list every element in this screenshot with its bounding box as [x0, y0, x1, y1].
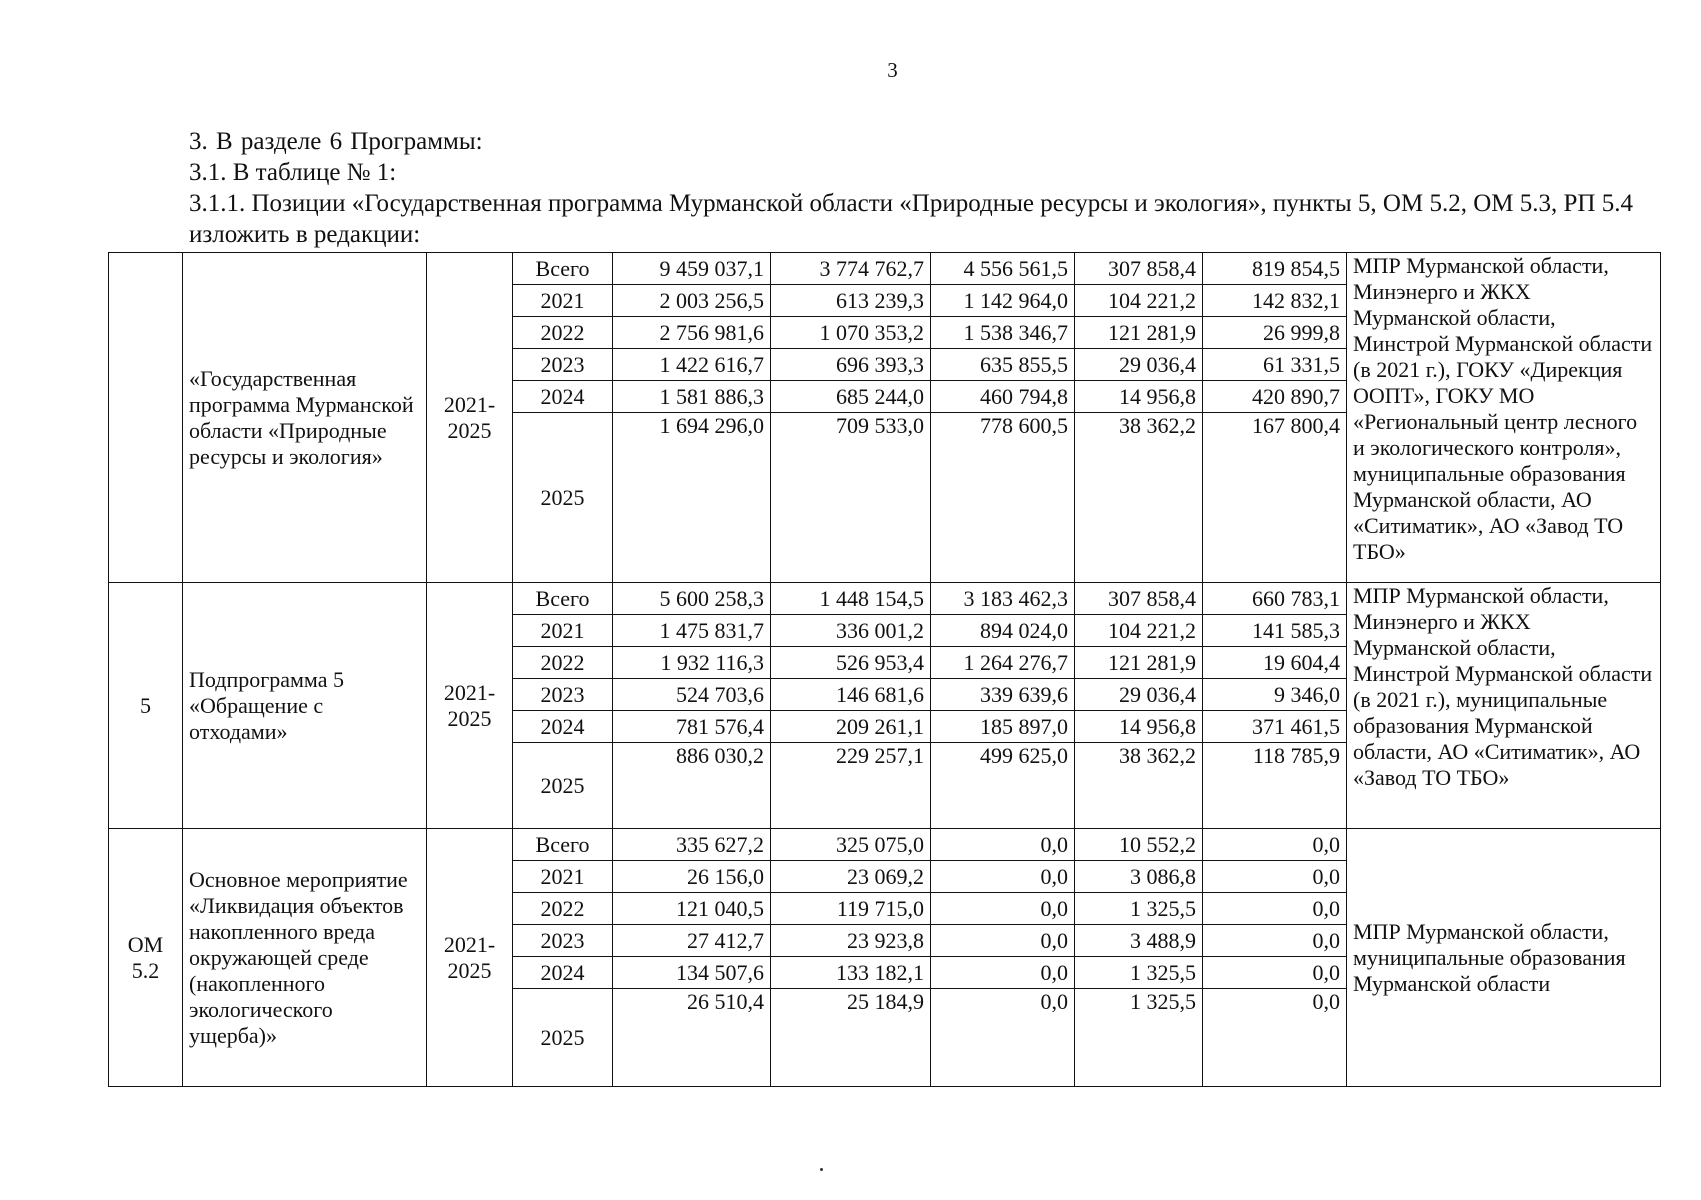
value-cell-v4: 104 221,2	[1075, 615, 1203, 647]
value-cell-v5: 118 785,9	[1203, 743, 1347, 829]
value-cell-v3: 778 600,5	[931, 413, 1075, 583]
value-cell-v4: 121 281,9	[1075, 647, 1203, 679]
value-cell-v5: 0,0	[1203, 925, 1347, 957]
value-cell-v3: 0,0	[931, 957, 1075, 989]
value-cell-v3: 0,0	[931, 893, 1075, 925]
row-year: 2025	[513, 413, 613, 583]
item-period: 2021-2025	[427, 829, 513, 1087]
row-year: 2023	[513, 925, 613, 957]
value-cell-v5: 660 783,1	[1203, 583, 1347, 615]
value-cell-v5: 167 800,4	[1203, 413, 1347, 583]
row-year: 2024	[513, 957, 613, 989]
value-cell-v1: 9 459 037,1	[613, 253, 771, 285]
value-cell-v1: 26 156,0	[613, 861, 771, 893]
row-year: 2024	[513, 381, 613, 413]
value-cell-v4: 1 325,5	[1075, 893, 1203, 925]
page-number: 3	[887, 58, 898, 82]
value-cell-v3: 0,0	[931, 861, 1075, 893]
value-cell-v2: 709 533,0	[771, 413, 931, 583]
value-cell-v1: 1 581 886,3	[613, 381, 771, 413]
value-cell-v5: 371 461,5	[1203, 711, 1347, 743]
value-cell-v1: 524 703,6	[613, 679, 771, 711]
value-cell-v4: 307 858,4	[1075, 253, 1203, 285]
value-cell-v4: 1 325,5	[1075, 957, 1203, 989]
item-period: 2021-2025	[427, 583, 513, 829]
value-cell-v4: 3 488,9	[1075, 925, 1203, 957]
value-cell-v2: 1 070 353,2	[771, 317, 931, 349]
value-cell-v1: 1 932 116,3	[613, 647, 771, 679]
value-cell-v3: 3 183 462,3	[931, 583, 1075, 615]
item-executors: МПР Мурманской области, Минэнерго и ЖКХ Мурманской области, Минстрой Мурманской области (в 2021 г.), ГОКУ «Дирекция ООПТ», ГОКУ МО «Региональный центр лесного и экологического контроля», муниципальные образования Мурманской области, АО «Ситиматик», АО «Завод ТО ТБО»	[1347, 253, 1661, 583]
value-cell-v2: 23 069,2	[771, 861, 931, 893]
value-cell-v2: 325 075,0	[771, 829, 931, 861]
row-year: 2023	[513, 349, 613, 381]
value-cell-v1: 134 507,6	[613, 957, 771, 989]
item-executors: МПР Мурманской области, муниципальные образования Мурманской области	[1347, 829, 1661, 1087]
item-name: Основное мероприятие «Ликвидация объектов накопленного вреда окружающей среде (накопленного экологического ущерба)»	[183, 829, 427, 1087]
value-cell-v5: 141 585,3	[1203, 615, 1347, 647]
row-year: Всего	[513, 829, 613, 861]
value-cell-v2: 209 261,1	[771, 711, 931, 743]
value-cell-v4: 14 956,8	[1075, 381, 1203, 413]
program-table	[108, 252, 1661, 1087]
row-year: 2021	[513, 615, 613, 647]
value-cell-v4: 29 036,4	[1075, 349, 1203, 381]
item-period: 2021-2025	[427, 253, 513, 583]
intro-line-1: 3. В разделе 6 Программы:	[189, 128, 483, 155]
row-year: 2022	[513, 317, 613, 349]
value-cell-v1: 5 600 258,3	[613, 583, 771, 615]
value-cell-v5: 0,0	[1203, 957, 1347, 989]
value-cell-v1: 2 003 256,5	[613, 285, 771, 317]
value-cell-v5: 0,0	[1203, 989, 1347, 1087]
table-row	[109, 583, 1661, 615]
value-cell-v4: 3 086,8	[1075, 861, 1203, 893]
value-cell-v2: 25 184,9	[771, 989, 931, 1087]
value-cell-v1: 886 030,2	[613, 743, 771, 829]
scan-dot	[820, 1168, 823, 1171]
item-number	[109, 253, 183, 583]
value-cell-v3: 0,0	[931, 925, 1075, 957]
value-cell-v5: 19 604,4	[1203, 647, 1347, 679]
value-cell-v2: 23 923,8	[771, 925, 931, 957]
value-cell-v3: 339 639,6	[931, 679, 1075, 711]
value-cell-v2: 336 001,2	[771, 615, 931, 647]
value-cell-v2: 696 393,3	[771, 349, 931, 381]
value-cell-v4: 121 281,9	[1075, 317, 1203, 349]
value-cell-v3: 1 538 346,7	[931, 317, 1075, 349]
value-cell-v3: 0,0	[931, 989, 1075, 1087]
value-cell-v1: 27 412,7	[613, 925, 771, 957]
item-number: ОМ 5.2	[109, 829, 183, 1087]
item-name: Подпрограмма 5 «Обращение с отходами»	[183, 583, 427, 829]
value-cell-v3: 894 024,0	[931, 615, 1075, 647]
value-cell-v3: 499 625,0	[931, 743, 1075, 829]
value-cell-v1: 26 510,4	[613, 989, 771, 1087]
row-year: 2025	[513, 989, 613, 1087]
value-cell-v4: 38 362,2	[1075, 413, 1203, 583]
value-cell-v5: 9 346,0	[1203, 679, 1347, 711]
row-year: 2022	[513, 647, 613, 679]
table-row	[109, 253, 1661, 285]
value-cell-v5: 142 832,1	[1203, 285, 1347, 317]
value-cell-v3: 460 794,8	[931, 381, 1075, 413]
value-cell-v2: 613 239,3	[771, 285, 931, 317]
row-year: 2023	[513, 679, 613, 711]
value-cell-v2: 3 774 762,7	[771, 253, 931, 285]
value-cell-v1: 2 756 981,6	[613, 317, 771, 349]
value-cell-v4: 38 362,2	[1075, 743, 1203, 829]
row-year: 2025	[513, 743, 613, 829]
row-year: 2024	[513, 711, 613, 743]
value-cell-v3: 185 897,0	[931, 711, 1075, 743]
value-cell-v1: 1 694 296,0	[613, 413, 771, 583]
intro-line-2: 3.1. В таблице № 1:	[189, 159, 397, 186]
value-cell-v2: 119 715,0	[771, 893, 931, 925]
value-cell-v1: 121 040,5	[613, 893, 771, 925]
item-number: 5	[109, 583, 183, 829]
value-cell-v4: 14 956,8	[1075, 711, 1203, 743]
value-cell-v3: 1 264 276,7	[931, 647, 1075, 679]
value-cell-v1: 335 627,2	[613, 829, 771, 861]
row-year: Всего	[513, 253, 613, 285]
value-cell-v5: 0,0	[1203, 893, 1347, 925]
value-cell-v2: 229 257,1	[771, 743, 931, 829]
value-cell-v5: 819 854,5	[1203, 253, 1347, 285]
value-cell-v4: 307 858,4	[1075, 583, 1203, 615]
value-cell-v1: 1 475 831,7	[613, 615, 771, 647]
value-cell-v1: 1 422 616,7	[613, 349, 771, 381]
value-cell-v5: 0,0	[1203, 829, 1347, 861]
value-cell-v2: 685 244,0	[771, 381, 931, 413]
intro-line-3: 3.1.1. Позиции «Государственная программа Мурманской области «Природные ресурсы и экология», пункты 5, ОМ 5.2, ОМ 5.3, РП 5.4 изложить в редакции:	[189, 190, 1633, 248]
value-cell-v3: 635 855,5	[931, 349, 1075, 381]
value-cell-v3: 0,0	[931, 829, 1075, 861]
row-year: 2021	[513, 861, 613, 893]
value-cell-v5: 420 890,7	[1203, 381, 1347, 413]
value-cell-v1: 781 576,4	[613, 711, 771, 743]
program-table-body	[109, 253, 1661, 1087]
row-year: 2022	[513, 893, 613, 925]
value-cell-v4: 10 552,2	[1075, 829, 1203, 861]
value-cell-v4: 29 036,4	[1075, 679, 1203, 711]
value-cell-v2: 526 953,4	[771, 647, 931, 679]
table-row	[109, 829, 1661, 861]
value-cell-v4: 1 325,5	[1075, 989, 1203, 1087]
value-cell-v5: 26 999,8	[1203, 317, 1347, 349]
value-cell-v3: 1 142 964,0	[931, 285, 1075, 317]
value-cell-v4: 104 221,2	[1075, 285, 1203, 317]
value-cell-v2: 146 681,6	[771, 679, 931, 711]
row-year: Всего	[513, 583, 613, 615]
value-cell-v5: 61 331,5	[1203, 349, 1347, 381]
item-name: «Государственная программа Мурманской области «Природные ресурсы и экология»	[183, 253, 427, 583]
intro-text	[189, 126, 1669, 250]
value-cell-v2: 1 448 154,5	[771, 583, 931, 615]
value-cell-v2: 133 182,1	[771, 957, 931, 989]
value-cell-v3: 4 556 561,5	[931, 253, 1075, 285]
value-cell-v5: 0,0	[1203, 861, 1347, 893]
row-year: 2021	[513, 285, 613, 317]
item-executors: МПР Мурманской области, Минэнерго и ЖКХ Мурманской области, Минстрой Мурманской области (в 2021 г.), муниципальные образования Мурманской области, АО «Ситиматик», АО «Завод ТО ТБО»	[1347, 583, 1661, 829]
